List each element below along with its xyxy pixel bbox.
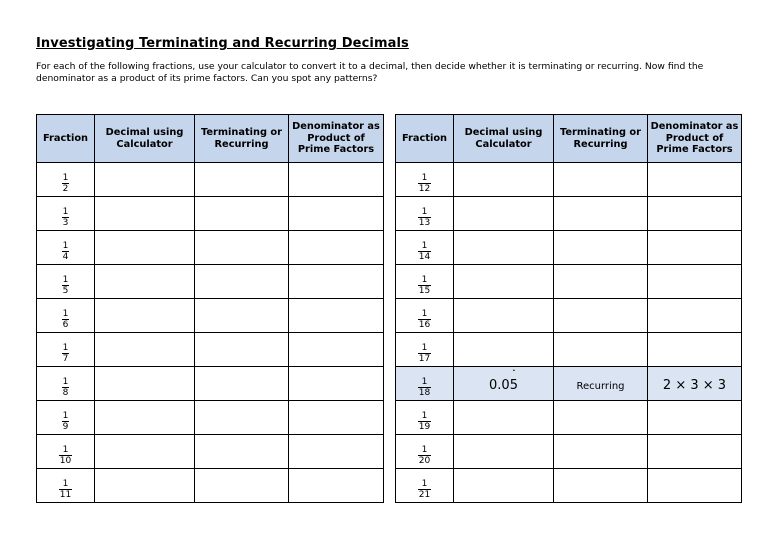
prime-factors-cell[interactable] [648, 333, 742, 367]
fraction [59, 479, 72, 500]
page-title: Investigating Terminating and Recurring Decimals [36, 36, 409, 51]
numerator: 1 [62, 343, 69, 353]
table-row [37, 333, 384, 367]
prime-factors-cell[interactable] [289, 197, 384, 231]
terminating-recurring-cell[interactable] [554, 367, 648, 401]
table-row [37, 197, 384, 231]
denominator: 21 [418, 490, 431, 500]
denominator: 9 [62, 422, 69, 432]
table-row [396, 163, 742, 197]
denominator: 14 [418, 252, 431, 262]
decimal-cell[interactable] [454, 265, 554, 299]
fraction-cell [396, 469, 454, 503]
terminating-recurring-cell[interactable] [195, 163, 289, 197]
denominator: 4 [62, 252, 69, 262]
header-terminating-recurring: Terminating or Recurring [554, 115, 648, 163]
terminating-recurring-cell[interactable] [195, 367, 289, 401]
terminating-recurring-cell[interactable] [195, 333, 289, 367]
table-row [396, 231, 742, 265]
decimal-cell[interactable] [95, 367, 195, 401]
numerator: 1 [421, 479, 428, 489]
header-prime-factors: Denominator as Product of Prime Factors [289, 115, 384, 163]
header-fraction: Fraction [37, 115, 95, 163]
decimal-cell[interactable] [95, 299, 195, 333]
fraction [418, 479, 431, 500]
numerator: 1 [421, 309, 428, 319]
numerator: 1 [421, 343, 428, 353]
denominator: 10 [59, 456, 72, 466]
prime-factors-cell[interactable] [648, 231, 742, 265]
fraction-cell [37, 469, 95, 503]
denominator: 16 [418, 320, 431, 330]
table-row [37, 469, 384, 503]
decimal-cell[interactable] [454, 401, 554, 435]
numerator: 1 [421, 411, 428, 421]
terminating-recurring-value: Recurring [576, 381, 625, 392]
decimal-prefix: 0.0 [489, 378, 510, 393]
fraction [62, 343, 70, 364]
numerator: 1 [62, 309, 69, 319]
terminating-recurring-cell[interactable] [554, 265, 648, 299]
fraction-cell [396, 231, 454, 265]
prime-factors-cell[interactable] [289, 231, 384, 265]
denominator: 7 [62, 354, 69, 364]
fraction [62, 207, 70, 228]
fraction [418, 275, 431, 296]
fraction [62, 241, 70, 262]
decimal-cell[interactable] [454, 333, 554, 367]
fraction [62, 411, 70, 432]
table-row [37, 163, 384, 197]
denominator: 13 [418, 218, 431, 228]
denominator: 5 [62, 286, 69, 296]
fraction-cell [396, 367, 454, 401]
terminating-recurring-cell[interactable] [195, 435, 289, 469]
fraction-cell [37, 231, 95, 265]
prime-factors-cell[interactable] [648, 299, 742, 333]
prime-factors-cell[interactable] [289, 367, 384, 401]
numerator: 1 [421, 207, 428, 217]
header-terminating-recurring: Terminating or Recurring [195, 115, 289, 163]
fractions-table-left [36, 114, 384, 503]
header-decimal: Decimal using Calculator [95, 115, 195, 163]
prime-factors-cell[interactable] [289, 299, 384, 333]
terminating-recurring-cell[interactable] [195, 401, 289, 435]
decimal-cell[interactable] [95, 435, 195, 469]
numerator: 1 [62, 275, 69, 285]
numerator: 1 [62, 479, 69, 489]
prime-factors-cell[interactable] [648, 435, 742, 469]
numerator: 1 [421, 377, 428, 387]
fraction [418, 377, 431, 398]
decimal-cell[interactable] [454, 163, 554, 197]
table-row [37, 435, 384, 469]
header-prime-factors: Denominator as Product of Prime Factors [648, 115, 742, 163]
fraction-cell [396, 265, 454, 299]
table-row [37, 299, 384, 333]
denominator: 19 [418, 422, 431, 432]
fraction [418, 207, 431, 228]
denominator: 8 [62, 388, 69, 398]
prime-factors-cell[interactable] [289, 469, 384, 503]
denominator: 6 [62, 320, 69, 330]
table-row [396, 367, 742, 401]
fraction [418, 309, 431, 330]
fraction [418, 343, 431, 364]
numerator: 1 [62, 377, 69, 387]
denominator: 12 [418, 184, 431, 194]
prime-factors-cell[interactable] [648, 197, 742, 231]
fraction [62, 275, 70, 296]
numerator: 1 [62, 173, 69, 183]
table-row [396, 265, 742, 299]
fraction-cell [396, 401, 454, 435]
table-row [396, 469, 742, 503]
numerator: 1 [62, 411, 69, 421]
terminating-recurring-cell[interactable] [195, 299, 289, 333]
prime-factors-cell[interactable] [289, 163, 384, 197]
fraction-cell [37, 435, 95, 469]
fraction [62, 377, 70, 398]
fraction [418, 241, 431, 262]
terminating-recurring-cell[interactable] [195, 197, 289, 231]
fraction-cell [396, 435, 454, 469]
table-row [396, 435, 742, 469]
instructions: For each of the following fractions, use your calculator to convert it to a decimal, then decide whether it is terminating or recurring. Now find the denominator as a product of its prime factors. Can you spot any patterns? [36, 61, 704, 84]
prime-factors-cell[interactable] [648, 469, 742, 503]
fraction-cell [396, 299, 454, 333]
fraction [418, 445, 431, 466]
numerator: 1 [421, 275, 428, 285]
decimal-cell[interactable] [95, 163, 195, 197]
decimal-cell[interactable] [454, 435, 554, 469]
decimal-cell[interactable] [454, 299, 554, 333]
terminating-recurring-cell[interactable] [554, 197, 648, 231]
denominator: 20 [418, 456, 431, 466]
fraction-cell [37, 163, 95, 197]
decimal-cell[interactable] [95, 469, 195, 503]
terminating-recurring-cell[interactable] [554, 401, 648, 435]
fraction-cell [37, 367, 95, 401]
fraction-cell [37, 265, 95, 299]
prime-factors-cell[interactable] [289, 265, 384, 299]
recurring-digit: 5 ˙ [510, 378, 518, 393]
terminating-recurring-cell[interactable] [554, 299, 648, 333]
fraction-cell [37, 197, 95, 231]
denominator: 11 [59, 490, 72, 500]
decimal-cell[interactable] [95, 333, 195, 367]
fraction-cell [396, 333, 454, 367]
fraction [418, 173, 431, 194]
decimal-cell[interactable] [454, 469, 554, 503]
fractions-table-right [395, 114, 742, 503]
numerator: 1 [421, 445, 428, 455]
denominator: 2 [62, 184, 69, 194]
terminating-recurring-cell[interactable] [554, 469, 648, 503]
table-row [396, 333, 742, 367]
terminating-recurring-cell[interactable] [554, 163, 648, 197]
header-fraction: Fraction [396, 115, 454, 163]
table-row [37, 367, 384, 401]
fraction [418, 411, 431, 432]
prime-factors-cell[interactable] [648, 401, 742, 435]
decimal-cell[interactable] [454, 231, 554, 265]
fraction-cell [37, 401, 95, 435]
numerator: 1 [62, 445, 69, 455]
denominator: 3 [62, 218, 69, 228]
table-row [396, 401, 742, 435]
terminating-recurring-cell[interactable] [195, 231, 289, 265]
numerator: 1 [62, 241, 69, 251]
fraction [62, 173, 70, 194]
terminating-recurring-cell[interactable] [554, 435, 648, 469]
fraction [59, 445, 72, 466]
header-decimal: Decimal using Calculator [454, 115, 554, 163]
decimal-value [489, 378, 518, 393]
prime-factors-cell[interactable] [648, 265, 742, 299]
table-row [396, 197, 742, 231]
decimal-cell[interactable] [95, 265, 195, 299]
numerator: 1 [421, 173, 428, 183]
decimal-cell[interactable] [95, 231, 195, 265]
prime-factors-cell[interactable] [289, 435, 384, 469]
prime-factors-cell[interactable] [648, 367, 742, 401]
decimal-cell[interactable] [454, 367, 554, 401]
prime-factors-cell[interactable] [289, 333, 384, 367]
decimal-cell[interactable] [95, 197, 195, 231]
decimal-cell[interactable] [454, 197, 554, 231]
prime-factors-cell[interactable] [648, 163, 742, 197]
prime-factors-cell[interactable] [289, 401, 384, 435]
fraction-cell [396, 197, 454, 231]
denominator: 17 [418, 354, 431, 364]
table-row [37, 401, 384, 435]
numerator: 1 [62, 207, 69, 217]
fraction-cell [37, 333, 95, 367]
terminating-recurring-cell[interactable] [195, 265, 289, 299]
denominator: 15 [418, 286, 431, 296]
fraction-cell [37, 299, 95, 333]
table-row [396, 299, 742, 333]
decimal-cell[interactable] [95, 401, 195, 435]
terminating-recurring-cell[interactable] [554, 333, 648, 367]
prime-factors-value: 2 × 3 × 3 [662, 378, 727, 393]
numerator: 1 [421, 241, 428, 251]
fraction-cell [396, 163, 454, 197]
table-row [37, 265, 384, 299]
table-row [37, 231, 384, 265]
terminating-recurring-cell[interactable] [195, 469, 289, 503]
terminating-recurring-cell[interactable] [554, 231, 648, 265]
denominator: 18 [418, 388, 431, 398]
fraction [62, 309, 70, 330]
